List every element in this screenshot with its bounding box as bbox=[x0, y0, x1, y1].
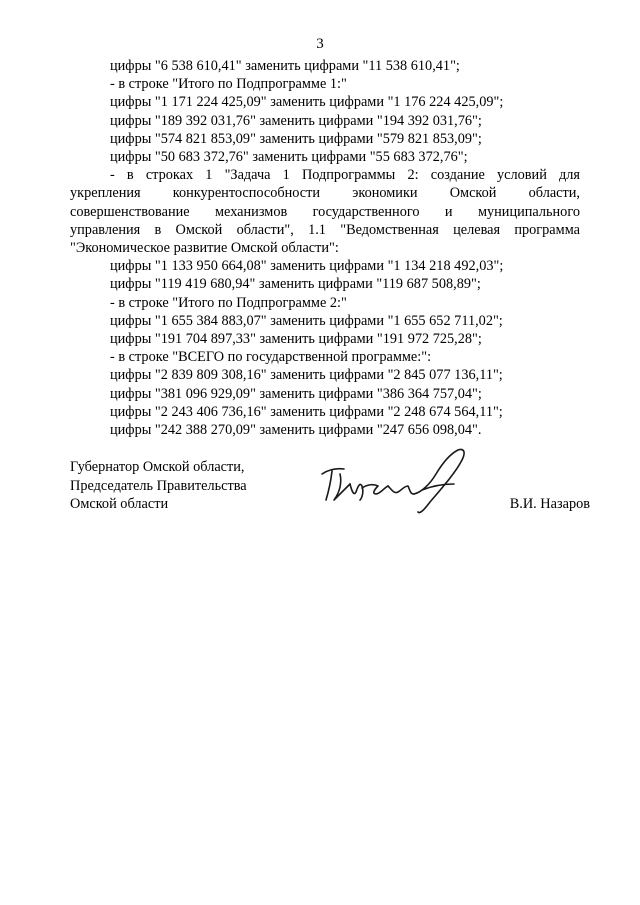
signatory-name: В.И. Назаров bbox=[509, 496, 590, 512]
amendment-text bbox=[70, 57, 580, 439]
text-line: совершенствование механизмов государственного и муниципального bbox=[70, 203, 580, 220]
text-line: цифры "1 171 224 425,09" заменить цифрами "1 176 224 425,09"; bbox=[110, 94, 504, 111]
text-line: - в строке "ВСЕГО по государственной программе:": bbox=[110, 349, 432, 366]
task-paragraph bbox=[70, 166, 580, 257]
handwritten-signature bbox=[318, 444, 478, 518]
page-number: 3 bbox=[316, 36, 324, 52]
text-line: цифры "242 388 270,09" заменить цифрами "247 656 098,04". bbox=[110, 422, 482, 439]
text-line: цифры "2 839 809 308,16" заменить цифрами "2 845 077 136,11"; bbox=[110, 367, 503, 384]
position-line: Омской области bbox=[70, 496, 169, 513]
text-line: цифры "1 655 384 883,07" заменить цифрами "1 655 652 711,02"; bbox=[110, 312, 503, 329]
text-line: - в строке "Итого по Подпрограмме 2:" bbox=[110, 294, 347, 311]
text-line: цифры "381 096 929,09" заменить цифрами "386 364 757,04"; bbox=[110, 385, 482, 402]
text-line: цифры "189 392 031,76" заменить цифрами "194 392 031,76"; bbox=[110, 112, 482, 129]
text-line: цифры "1 133 950 664,08" заменить цифрами "1 134 218 492,03"; bbox=[110, 258, 504, 275]
text-line: цифры "2 243 406 736,16" заменить цифрами "2 248 674 564,11"; bbox=[110, 403, 503, 420]
text-line: - в строке "Итого по Подпрограмме 1:" bbox=[110, 76, 347, 93]
text-line: укрепления конкурентоспособности экономики Омской области, bbox=[70, 185, 580, 202]
text-line: цифры "574 821 853,09" заменить цифрами "579 821 853,09"; bbox=[110, 130, 482, 147]
text-line: - в строках 1 "Задача 1 Подпрограммы 2: создание условий для bbox=[110, 167, 580, 184]
text-line: управления в Омской области", 1.1 "Ведомственная целевая программа bbox=[70, 221, 580, 238]
position-line: Председатель Правительства bbox=[70, 477, 247, 494]
text-line: цифры "50 683 372,76" заменить цифрами "55 683 372,76"; bbox=[110, 149, 468, 166]
text-line: цифры "191 704 897,33" заменить цифрами "191 972 725,28"; bbox=[110, 331, 482, 348]
position-line: Губернатор Омской области, bbox=[70, 459, 245, 475]
signature-block bbox=[70, 458, 590, 514]
text-line: цифры "6 538 610,41" заменить цифрами "11 538 610,41"; bbox=[110, 58, 460, 74]
text-line: цифры "119 419 680,94" заменить цифрами "119 687 508,89"; bbox=[110, 276, 481, 293]
text-line: "Экономическое развитие Омской области": bbox=[70, 240, 339, 257]
